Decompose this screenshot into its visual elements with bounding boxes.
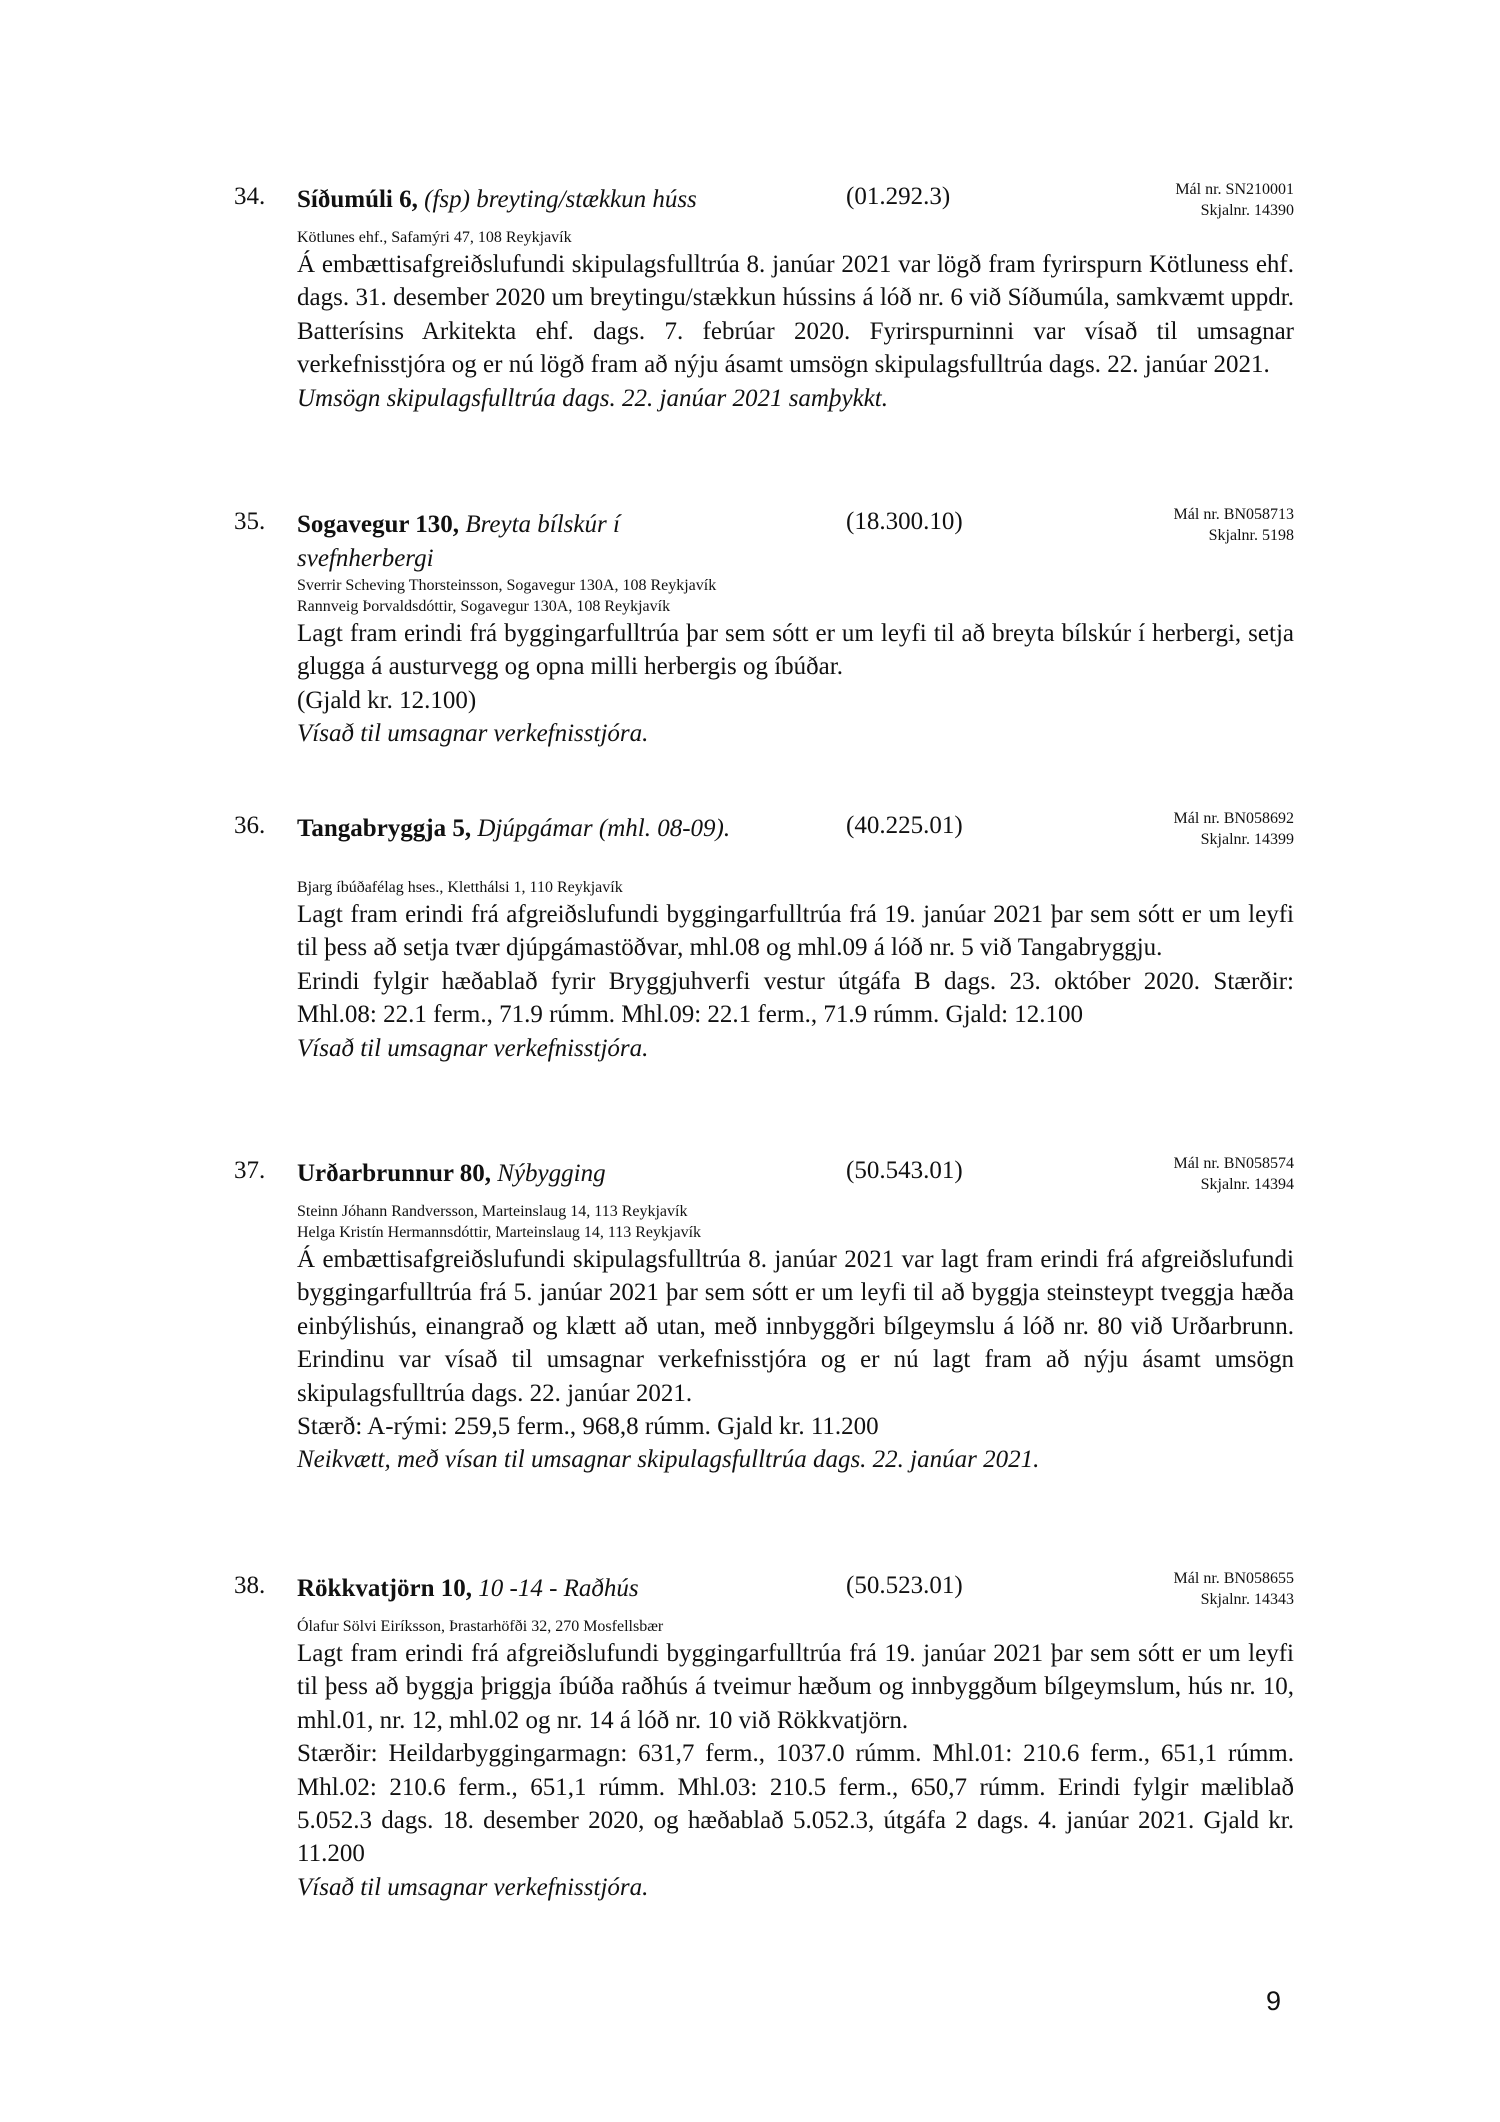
land-number: (01.292.3) (846, 183, 951, 210)
case-conclusion: Neikvætt, með vísan til umsagnar skipulagsfulltrúa dags. 22. janúar 2021. (297, 1446, 1040, 1474)
applicant: Sverrir Scheving Thorsteinsson, Sogavegur 130A, 108 Reykjavík (297, 577, 717, 594)
case-number: 38. (234, 1572, 266, 1599)
case-conclusion: Vísað til umsagnar verkefnisstjóra. (297, 1873, 649, 1901)
case-reference (1174, 808, 1294, 850)
case-address: Rökkvatjörn 10, (297, 1575, 473, 1602)
page-number: 9 (1266, 1986, 1282, 2016)
applicant: Ólafur Sölvi Eiríksson, Þrastarhöfði 32, 270 Mosfellsbær (297, 1618, 664, 1635)
case-number: 34. (234, 183, 266, 210)
land-number: (18.300.10) (846, 508, 963, 535)
case-body (297, 1201, 1294, 1477)
case-address: Síðumúli 6, (297, 186, 418, 213)
skjal-number: Skjalnr. 14399 (1200, 831, 1294, 848)
case-paragraph: Stærðir: Heildarbyggingarmagn: 631,7 ferm., 1037.0 rúmm. Mhl.01: 210.6 ferm., 651,1 rúmm. Mhl.02: 210.6 ferm., 651,1 rúmm. Mhl.03: 210.5 ferm., 650,7 rúmm. Erindi fylgir mæliblað 5.052.3 dags. 18. desember 2020, og hæðablað 5.052.3, útgáfa 2 dags. 4. janúar 2021. Gjald kr. 11.200 (297, 1740, 1294, 1868)
case-number: 36. (234, 812, 266, 839)
case-number: 35. (234, 508, 266, 535)
case-conclusion: Vísað til umsagnar verkefnisstjóra. (297, 1034, 649, 1062)
case-subject: Breyta bílskúr í svefnherbergi (297, 511, 620, 572)
case-conclusion: Umsögn skipulagsfulltrúa dags. 22. janúar 2021 samþykkt. (297, 384, 888, 412)
case-paragraph: Á embættisafgreiðslufundi skipulagsfulltrúa 8. janúar 2021 var lagt fram erindi frá afgreiðslufundi byggingarfulltrúa frá 5. janúar 2021 þar sem sótt er um leyfi til að byggja steinsteypt tveggja hæða einbýlishús, einangrað og klætt að utan, með innbyggðri bílgeymslu á lóð nr. 80 við Urðarbrunn. Erindinu var vísað til umsagnar verkefnisstjóra og er nú lagt fram að nýju ásamt umsögn skipulagsfulltrúa dags. 22. janúar 2021. (297, 1246, 1294, 1407)
case-paragraph: Erindi fylgir hæðablað fyrir Bryggjuhverfi vestur útgáfa B dags. 23. október 2020. Stærðir: Mhl.08: 22.1 ferm., 71.9 rúmm. Mhl.09: 22.1 ferm., 71.9 rúmm. Gjald: 12.100 (297, 967, 1294, 1029)
case-paragraph: Á embættisafgreiðslufundi skipulagsfulltrúa 8. janúar 2021 var lögð fram fyrirspurn Kötluness ehf. dags. 31. desember 2020 um breytingu/stækkun hússins á lóð nr. 6 við Síðumúla, samkvæmt uppdr. Batterísins Arkitekta ehf. dags. 7. febrúar 2020. Fyrirspurninni var vísað til umsagnar verkefnisstjóra og er nú lögð fram að nýju ásamt umsögn skipulagsfulltrúa dags. 22. janúar 2021. (297, 251, 1294, 379)
case-body (297, 575, 1294, 751)
mal-number: Mál nr. BN058713 (1173, 506, 1294, 523)
case-subject: (fsp) breyting/stækkun húss (417, 186, 697, 213)
case-conclusion: Vísað til umsagnar verkefnisstjóra. (297, 720, 649, 748)
skjal-number: Skjalnr. 14394 (1200, 1176, 1294, 1193)
case-headline (297, 508, 627, 576)
applicant: Helga Kristín Hermannsdóttir, Marteinslaug 14, 113 Reykjavík (297, 1224, 702, 1241)
case-headline (297, 812, 837, 846)
case-paragraph: (Gjald kr. 12.100) (297, 686, 477, 714)
mal-number: Mál nr. BN058574 (1173, 1155, 1294, 1172)
case-subject: 10 -14 - Raðhús (472, 1575, 639, 1602)
case-address: Tangabryggja 5, (297, 815, 472, 842)
case-headline (297, 1157, 837, 1191)
applicant: Kötlunes ehf., Safamýri 47, 108 Reykjavík (297, 229, 572, 246)
land-number: (50.523.01) (846, 1572, 963, 1599)
case-paragraph: Lagt fram erindi frá byggingarfulltrúa þar sem sótt er um leyfi til að breyta bílskúr í herbergi, setja glugga á austurvegg og opna milli herbergis og íbúðar. (297, 620, 1294, 681)
applicant: Bjarg íbúðafélag hses., Kletthálsi 1, 110 Reykjavík (297, 879, 623, 896)
mal-number: Mál nr. BN058655 (1173, 1570, 1294, 1587)
case-address: Urðarbrunnur 80, (297, 1160, 492, 1187)
case-body (297, 877, 1294, 1065)
case-reference (1174, 1153, 1294, 1195)
case-headline (297, 183, 837, 217)
skjal-number: Skjalnr. 14390 (1200, 202, 1294, 219)
case-reference (1174, 504, 1294, 546)
land-number: (40.225.01) (846, 812, 963, 839)
mal-number: Mál nr. BN058692 (1173, 810, 1294, 827)
applicant: Steinn Jóhann Randversson, Marteinslaug 14, 113 Reykjavík (297, 1203, 688, 1220)
case-paragraph: Lagt fram erindi frá afgreiðslufundi byggingarfulltrúa frá 19. janúar 2021 þar sem sótt er um leyfi til þess að setja tvær djúpgámastöðvar, mhl.08 og mhl.09 á lóð nr. 5 við Tangabryggju. (297, 901, 1294, 962)
case-reference (1175, 179, 1294, 221)
skjal-number: Skjalnr. 5198 (1208, 527, 1294, 544)
case-paragraph: Stærð: A-rými: 259,5 ferm., 968,8 rúmm. Gjald kr. 11.200 (297, 1413, 879, 1441)
case-body (297, 227, 1294, 415)
case-address: Sogavegur 130, (297, 511, 460, 538)
case-headline (297, 1572, 837, 1606)
case-body (297, 1616, 1294, 1904)
mal-number: Mál nr. SN210001 (1175, 181, 1294, 198)
case-number: 37. (234, 1157, 266, 1184)
applicant: Rannveig Þorvaldsdóttir, Sogavegur 130A, 108 Reykjavík (297, 598, 671, 615)
skjal-number: Skjalnr. 14343 (1200, 1591, 1294, 1608)
case-subject: Nýbygging (491, 1160, 606, 1187)
case-subject: Djúpgámar (mhl. 08-09). (471, 815, 731, 842)
case-paragraph: Lagt fram erindi frá afgreiðslufundi byggingarfulltrúa frá 19. janúar 2021 þar sem sótt er um leyfi til þess að byggja þriggja íbúða raðhús á tveimur hæðum og innbyggðum bílgeymslum, hús nr. 10, mhl.01, nr. 12, mhl.02 og nr. 14 á lóð nr. 10 við Rökkvatjörn. (297, 1640, 1294, 1734)
land-number: (50.543.01) (846, 1157, 963, 1184)
case-reference (1174, 1568, 1294, 1610)
